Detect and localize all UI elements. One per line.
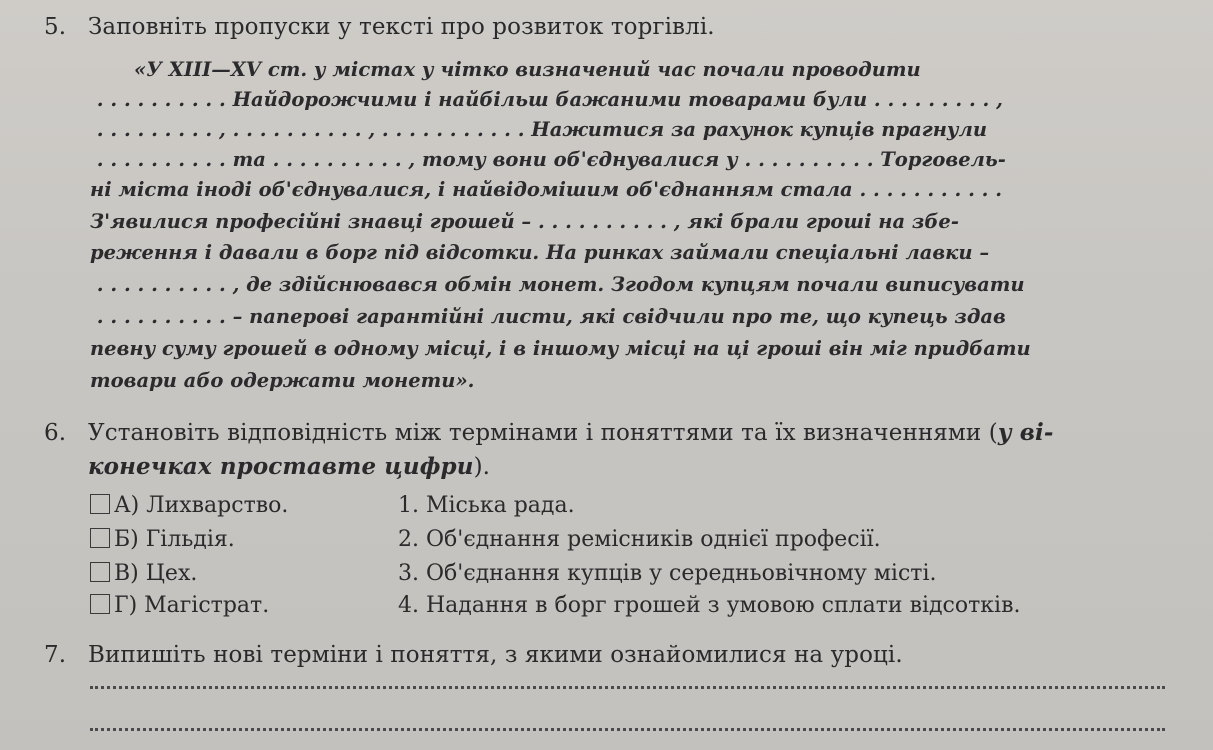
definition-1: 1. Міська рада.: [398, 493, 575, 518]
term-d-label: Г) Магістрат.: [114, 593, 270, 618]
passage-line-5: ні міста іноді об'єднувалися, і найвідомішим об'єднанням стала . . . . . . . . . . .: [90, 178, 1003, 201]
passage-line-8: . . . . . . . . . . , де здійснювався обмін монет. Згодом купцям почали виписувати: [90, 273, 1025, 296]
answer-line-1[interactable]: [90, 686, 1165, 689]
term-c: [90, 560, 197, 588]
term-c-label: В) Цех.: [114, 561, 198, 586]
term-d: [90, 592, 269, 620]
answer-box-a[interactable]: [90, 494, 110, 514]
passage-line-9: . . . . . . . . . . – паперові гарантійні листи, які свідчили про те, що купець здав: [90, 305, 1006, 328]
passage-line-1: «У XIII—XV ст. у містах у чітко визначений час почали проводити: [134, 58, 921, 81]
answer-line-2[interactable]: [90, 728, 1165, 731]
task-6-title-start: Установіть відповідність між термінами і поняттями та їх визначеннями (: [88, 420, 998, 446]
term-a-label: А) Лихварство.: [114, 493, 289, 518]
passage-line-2: . . . . . . . . . . Найдорожчими і найбільш бажаними товарами були . . . . . . . . . ,: [90, 88, 1003, 111]
definition-2: 2. Об'єднання ремісників однієї професії.: [398, 527, 881, 552]
task-5-heading: [44, 12, 715, 42]
passage-line-11: товари або одержати монети».: [90, 369, 475, 392]
definition-4: 4. Надання в борг грошей з умовою сплати відсотків.: [398, 593, 1021, 618]
term-b: [90, 526, 235, 554]
answer-box-b[interactable]: [90, 528, 110, 548]
answer-box-d[interactable]: [90, 594, 110, 614]
term-b-label: Б) Гільдія.: [114, 527, 235, 552]
passage-line-4: . . . . . . . . . . та . . . . . . . . . . , тому вони об'єднувалися у . . . . . . . . . . Торговель-: [90, 148, 1006, 171]
passage-line-3: . . . . . . . . . , . . . . . . . . . . , . . . . . . . . . . . Нажитися за рахунок купців прагнули: [90, 118, 988, 141]
task-6-heading: [44, 418, 1053, 448]
task-5-title: Заповніть пропуски у тексті про розвиток торгівлі.: [88, 14, 715, 40]
passage-line-6: З'явилися професійні знавці грошей – . . . . . . . . . . , які брали гроші на збе-: [90, 210, 959, 233]
task-7-number: 7.: [44, 642, 67, 668]
task-6-title-italic-2: конечках проставте цифри: [88, 453, 474, 480]
task-6-number: 6.: [44, 420, 67, 446]
task-6-title-italic-1: у ві-: [997, 419, 1054, 446]
passage-line-10: певну суму грошей в одному місці, і в іншому місці на ці гроші він міг придбати: [90, 337, 1031, 360]
answer-box-c[interactable]: [90, 562, 110, 582]
definition-3: 3. Об'єднання купців у середньовічному місті.: [398, 561, 937, 586]
task-6-title-end: ).: [473, 454, 491, 480]
task-7-heading: [44, 640, 903, 670]
task-6-heading-line-2: [88, 452, 490, 482]
term-a: [90, 492, 288, 520]
passage-line-7: реження і давали в борг під відсотки. На ринках займали спеціальні лавки –: [90, 241, 990, 264]
task-7-title: Випишіть нові терміни і поняття, з якими ознайомилися на уроці.: [88, 642, 903, 668]
task-5-number: 5.: [44, 14, 67, 40]
